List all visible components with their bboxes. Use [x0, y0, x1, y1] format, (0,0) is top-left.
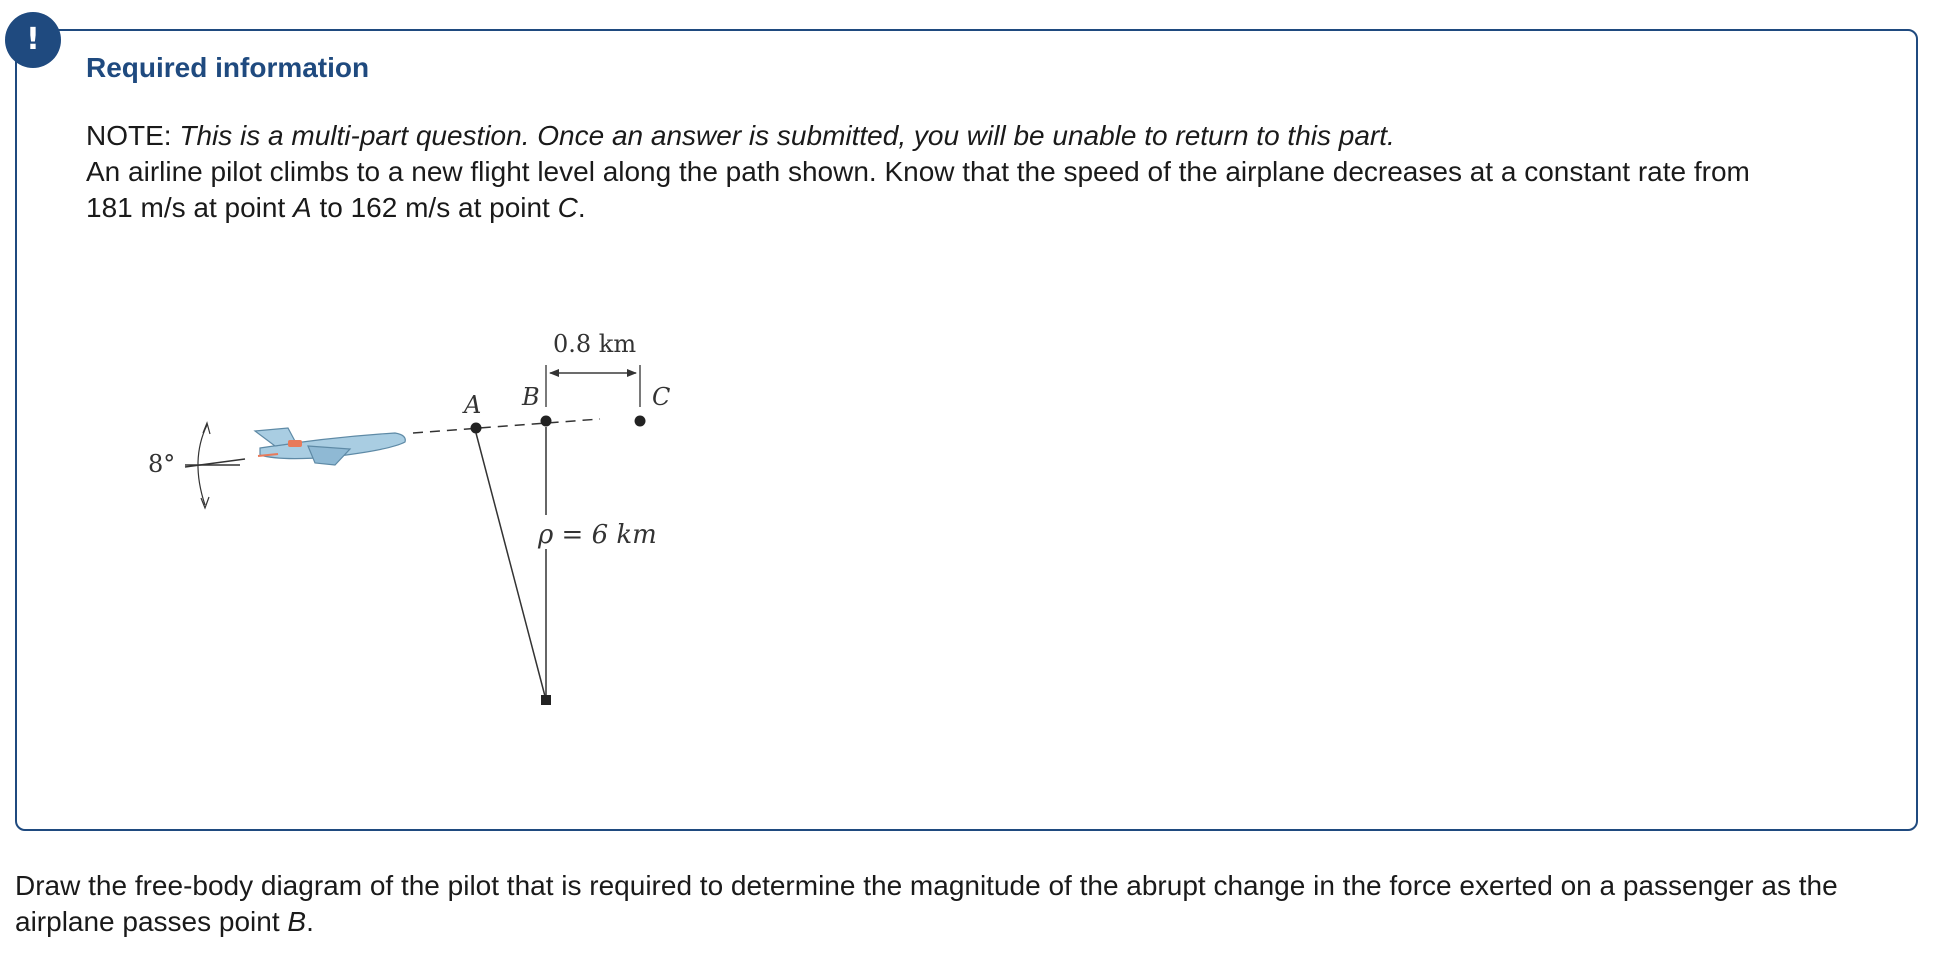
note-label: NOTE: [86, 120, 172, 151]
problem-statement: An airline pilot climbs to a new flight level along the path shown. Know that the speed of the airplane decreases at a constant rate from 181 m/s at point A to 162 m/s at point C. [86, 156, 1750, 223]
question-text: Draw the free-body diagram of the pilot that is required to determine the magnitude of the abrupt change in the force exerted on a passenger as the airplane passes point B. [15, 870, 1838, 937]
angle-indicator [148, 423, 245, 508]
flight-path-figure [130, 315, 730, 720]
radius-label: ρ = 6 km [538, 520, 657, 550]
point-a-ref: A [293, 192, 312, 223]
point-b-marker [541, 416, 552, 427]
flight-path-line [413, 419, 600, 433]
point-a-marker [471, 423, 482, 434]
point-c-label: C [652, 383, 671, 411]
point-a-label: A [464, 391, 482, 419]
note-line [86, 118, 1786, 154]
distance-label: 0.8 km [553, 330, 637, 358]
exclamation-icon: ! [5, 12, 61, 68]
point-b-label: B [522, 383, 540, 411]
airplane-icon [255, 428, 405, 465]
flight-path-diagram [130, 315, 730, 715]
point-c-marker [635, 416, 646, 427]
distance-dimension [546, 330, 640, 407]
point-c-ref: C [557, 192, 578, 223]
radius-line-a [476, 433, 546, 700]
info-text [86, 118, 1786, 226]
note-text: This is a multi-part question. Once an answer is submitted, you will be unable to return to this part. [179, 120, 1395, 151]
curvature-center [541, 695, 551, 705]
angle-label: 8° [148, 450, 176, 478]
point-b-ref: B [287, 906, 307, 937]
info-title: Required information [86, 52, 370, 83]
